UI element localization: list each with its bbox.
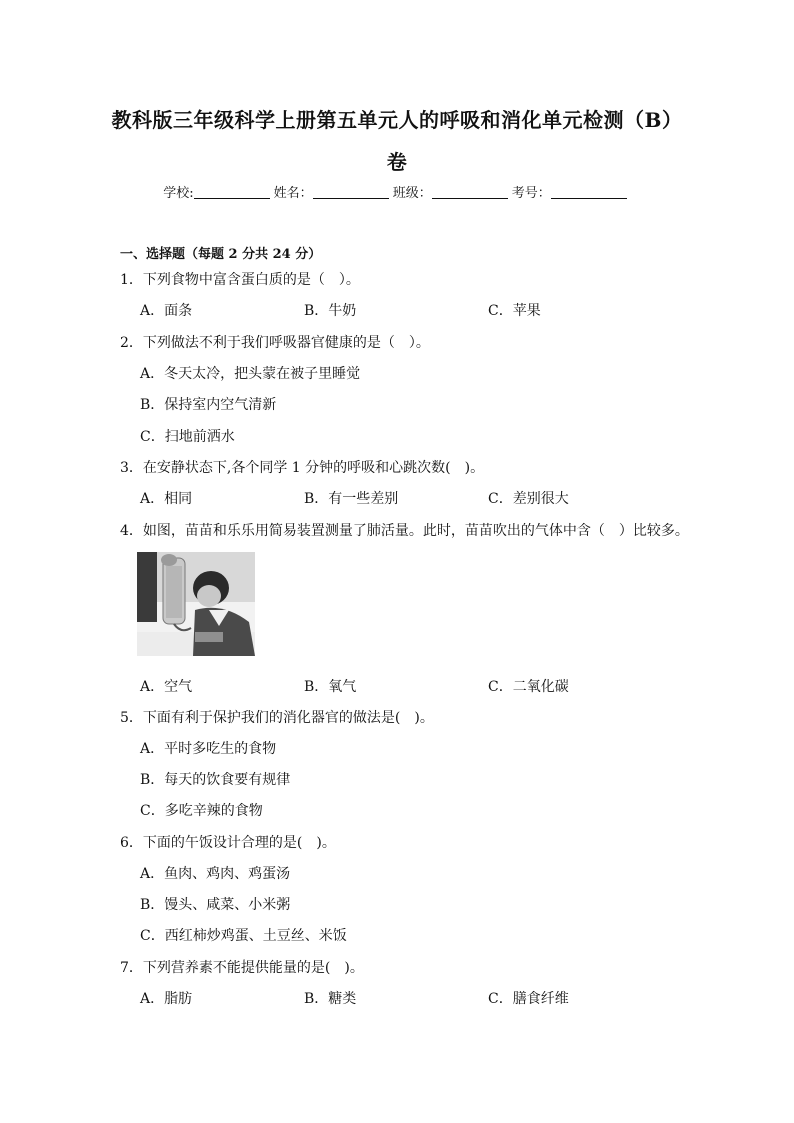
option-b[interactable]: B．馒头、咸菜、小米粥 [140, 897, 291, 913]
option-b[interactable]: B．牛奶 [304, 303, 357, 319]
question-6: 6．下面的午饭设计合理的是( )。 [120, 835, 336, 851]
name-blank[interactable] [313, 184, 389, 199]
option-a[interactable]: A．空气 [140, 679, 193, 695]
lung-capacity-photo [137, 552, 255, 656]
option-b[interactable]: B．氧气 [304, 679, 357, 695]
option-a[interactable]: A．脂肪 [140, 991, 193, 1007]
question-5: 5．下面有利于保护我们的消化器官的做法是( )。 [120, 710, 434, 726]
option-a[interactable]: A．面条 [140, 303, 193, 319]
question-1: 1．下列食物中富含蛋白质的是（ ）。 [120, 272, 360, 288]
option-a[interactable]: A．平时多吃生的食物 [140, 741, 277, 757]
question-4: 4．如图，苗苗和乐乐用简易装置测量了肺活量。此时，苗苗吹出的气体中含（ ）比较多。 [120, 523, 689, 539]
option-a[interactable]: A．相同 [140, 491, 193, 507]
option-c[interactable]: C．西红柿炒鸡蛋、土豆丝、米饭 [140, 928, 347, 944]
school-blank[interactable] [194, 184, 270, 199]
option-b[interactable]: B．保持室内空气清新 [140, 397, 277, 413]
exam-title-line2: 卷 [386, 150, 408, 174]
option-b[interactable]: B．每天的饮食要有规律 [140, 772, 291, 788]
question-2: 2．下列做法不利于我们呼吸器官健康的是（ ）。 [120, 335, 430, 351]
exam-no-label: 考号： [511, 186, 551, 201]
class-blank[interactable] [432, 184, 508, 199]
option-b[interactable]: B．有一些差别 [304, 491, 399, 507]
class-label: 班级： [392, 186, 432, 201]
option-c[interactable]: C．膳食纤维 [488, 991, 569, 1007]
option-b[interactable]: B．糖类 [304, 991, 357, 1007]
option-c[interactable]: C．苹果 [488, 303, 541, 319]
section-heading: 一、选择题（每题 2 分共 24 分） [120, 247, 322, 262]
option-c[interactable]: C．扫地前洒水 [140, 429, 235, 445]
name-label: 姓名： [273, 186, 313, 201]
exam-title-line1: 教科版三年级科学上册第五单元人的呼吸和消化单元检测（B） [111, 108, 683, 132]
option-c[interactable]: C．二氧化碳 [488, 679, 569, 695]
option-c[interactable]: C．多吃辛辣的食物 [140, 803, 263, 819]
question-7: 7．下列营养素不能提供能量的是( )。 [120, 960, 364, 976]
student-info-row [0, 182, 794, 201]
option-a[interactable]: A．鱼肉、鸡肉、鸡蛋汤 [140, 866, 291, 882]
school-label: 学校: [163, 186, 194, 201]
option-a[interactable]: A．冬天太冷，把头蒙在被子里睡觉 [140, 366, 361, 382]
question-3: 3．在安静状态下,各个同学 1 分钟的呼吸和心跳次数( )。 [120, 460, 485, 476]
exam-no-blank[interactable] [551, 184, 627, 199]
option-c[interactable]: C．差别很大 [488, 491, 569, 507]
